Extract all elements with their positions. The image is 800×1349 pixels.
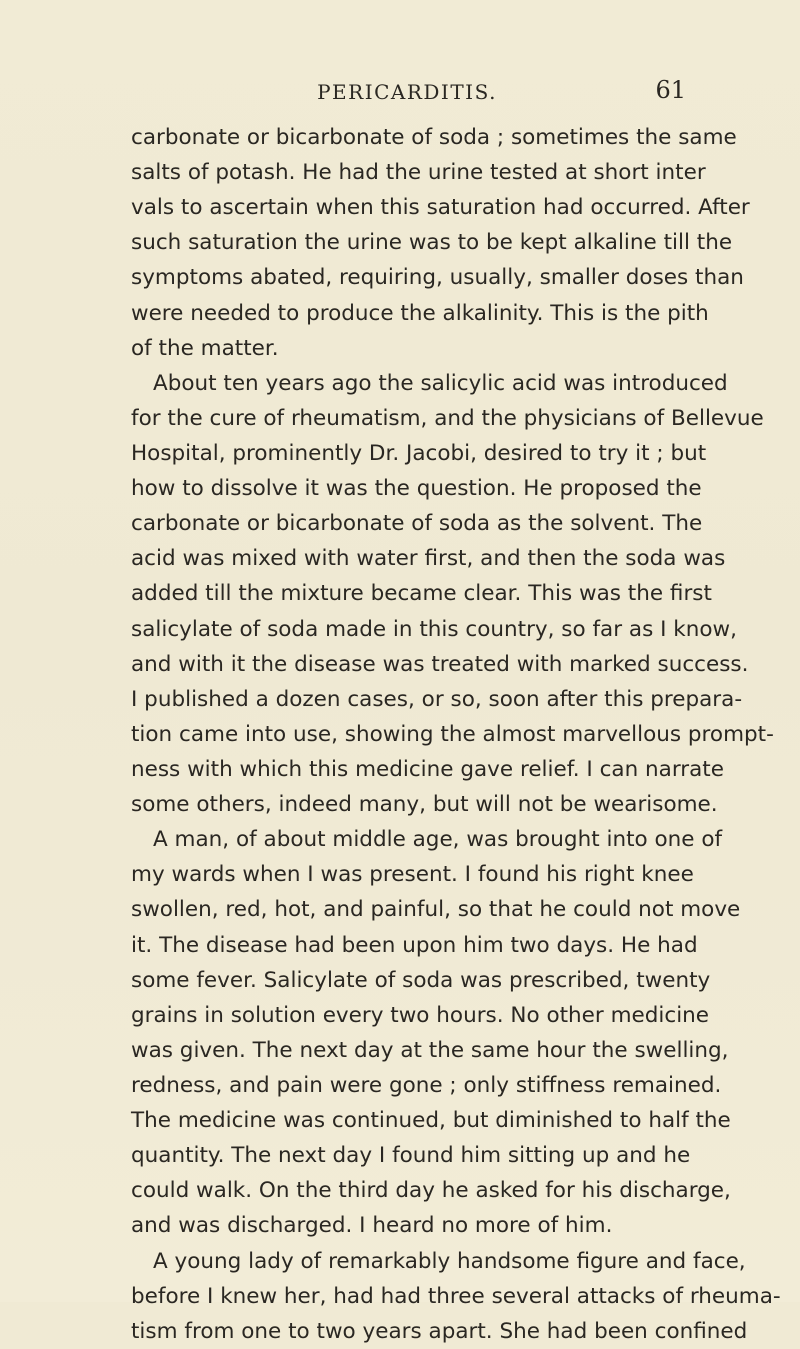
- paragraph: [131, 366, 774, 822]
- text-line: redness, and pain were gone ; only stiffness remained.: [131, 1072, 722, 1098]
- running-head: [128, 76, 686, 112]
- body-text: [131, 120, 781, 1349]
- text-line: some fever. Salicylate of soda was prescribed, twenty: [131, 967, 711, 993]
- text-line: how to dissolve it was the question. He proposed the: [131, 476, 702, 502]
- text-line: were needed to produce the alkalinity. This is the pith: [131, 300, 709, 326]
- text-line: could walk. On the third day he asked for his discharge,: [131, 1178, 731, 1204]
- text-line: before I knew her, had had three several attacks of rheuma-: [131, 1283, 781, 1309]
- text-line: and was discharged. I heard no more of him.: [131, 1213, 613, 1239]
- text-line: I published a dozen cases, or so, soon after this prepara-: [131, 686, 743, 712]
- text-line: A man, of about middle age, was brought into one of: [153, 827, 723, 853]
- text-line: some others, indeed many, but will not be wearisome.: [131, 792, 718, 818]
- text-line: acid was mixed with water first, and then the soda was: [131, 546, 726, 572]
- text-line: About ten years ago the salicylic acid was introduced: [153, 370, 728, 396]
- text-line: Hospital, prominently Dr. Jacobi, desired to try it ; but: [131, 440, 707, 466]
- text-line: such saturation the urine was to be kept alkaline till the: [131, 230, 733, 256]
- text-line: quantity. The next day I found him sitting up and he: [131, 1143, 691, 1169]
- text-line: salicylate of soda made in this country, so far as I know,: [131, 616, 737, 642]
- text-line: A young lady of remarkably handsome figure and face,: [153, 1248, 746, 1274]
- paragraph: [131, 120, 750, 366]
- text-line: was given. The next day at the same hour the swelling,: [131, 1037, 729, 1063]
- text-line: of the matter.: [131, 335, 279, 361]
- text-line: tion came into use, showing the almost marvellous prompt-: [131, 721, 774, 747]
- text-line: salts of potash. He had the urine tested at short inter: [131, 160, 706, 186]
- page-number: 61: [655, 76, 686, 104]
- text-line: it. The disease had been upon him two days. He had: [131, 932, 698, 958]
- text-line: The medicine was continued, but diminished to half the: [131, 1108, 731, 1134]
- chapter-title: PERICARDITIS.: [317, 80, 497, 104]
- text-line: for the cure of rheumatism, and the physicians of Bellevue: [131, 405, 764, 431]
- text-line: my wards when I was present. I found his right knee: [131, 862, 694, 888]
- text-line: tism from one to two years apart. She had been confined: [131, 1318, 748, 1344]
- paragraph: [131, 822, 741, 1243]
- text-line: symptoms abated, requiring, usually, smaller doses than: [131, 265, 744, 291]
- text-line: carbonate or bicarbonate of soda ; sometimes the same: [131, 125, 737, 150]
- text-line: swollen, red, hot, and painful, so that he could not move: [131, 897, 741, 923]
- text-line: added till the mixture became clear. This was the first: [131, 581, 712, 607]
- text-line: ness with which this medicine gave relief. I can narrate: [131, 756, 724, 782]
- paragraph: [131, 1244, 781, 1349]
- text-line: and with it the disease was treated with marked success.: [131, 651, 749, 677]
- text-line: vals to ascertain when this saturation had occurred. After: [131, 195, 750, 221]
- text-line: grains in solution every two hours. No other medicine: [131, 1002, 710, 1028]
- text-line: carbonate or bicarbonate of soda as the solvent. The: [131, 511, 703, 537]
